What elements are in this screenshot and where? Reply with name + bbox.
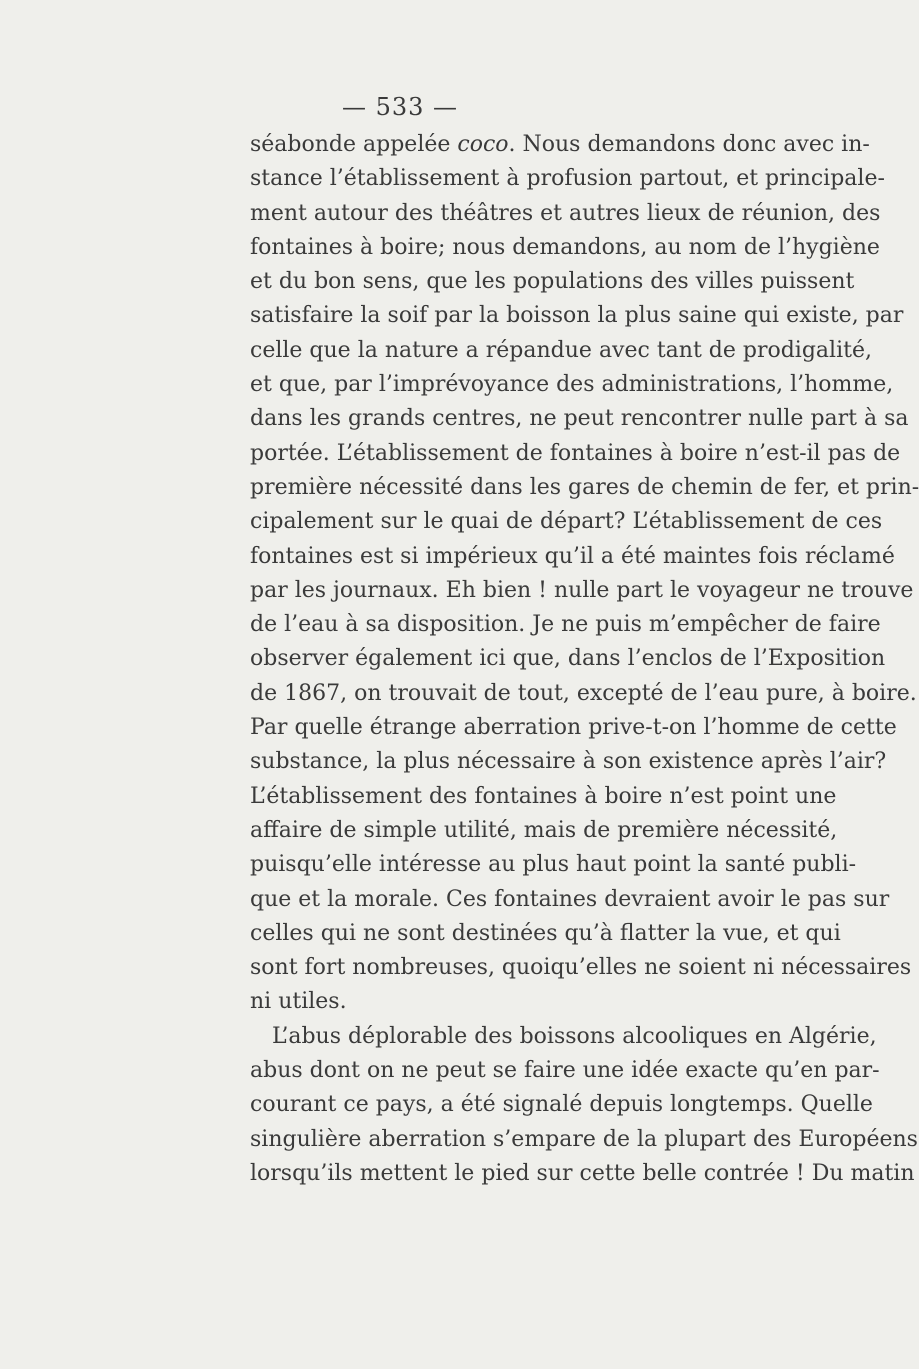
text-line — [250, 883, 890, 917]
text-line — [250, 951, 912, 985]
text-line — [250, 299, 904, 333]
text-line-content: dans les grands centres, ne peut rencontrer nulle part à sa — [250, 406, 909, 432]
text-line — [250, 231, 880, 265]
text-line — [250, 574, 914, 608]
text-line-content: portée. L’établissement de fontaines à boire n’est-il pas de — [250, 440, 901, 466]
text-line-content: par les journaux. Eh bien ! nulle part le voyageur ne trouve — [250, 577, 914, 603]
text-line — [250, 745, 887, 779]
italic-word: coco — [457, 132, 509, 157]
text-line — [250, 540, 895, 574]
text-line — [250, 265, 855, 299]
text-line-content: que et la morale. Ces fontaines devraient avoir le pas sur — [250, 886, 890, 912]
text-line-content: celles qui ne sont destinées qu’à flatter la vue, et qui — [250, 920, 841, 946]
text-line-content: cipalement sur le quai de départ? L’établissement de ces — [250, 509, 883, 535]
text-line-content: stance l’établissement à profusion partout, et principale- — [250, 166, 885, 192]
text-line — [250, 197, 881, 231]
text-line-content: L’établissement des fontaines à boire n’est point une — [250, 783, 837, 809]
text-line-content: ment autour des théâtres et autres lieux de réunion, des — [250, 200, 881, 226]
text-line-content: sont fort nombreuses, quoiqu’elles ne soient ni nécessaires — [250, 955, 912, 981]
text-line — [250, 917, 841, 951]
text-line — [250, 1157, 915, 1191]
text-line — [250, 711, 897, 745]
text-line-content: observer également ici que, dans l’enclos de l’Exposition — [250, 646, 886, 672]
text-line-content: de l’eau à sa disposition. Je ne puis m’empêcher de faire — [250, 612, 881, 638]
text-line-content: de 1867, on trouvait de tout, excepté de l’eau pure, à boire. — [250, 680, 917, 706]
text-line — [250, 642, 886, 676]
text-line — [250, 334, 872, 368]
text-line-content: première nécessité dans les gares de chemin de fer, et prin- — [250, 474, 919, 500]
text-line — [250, 780, 837, 814]
text-line — [250, 608, 881, 642]
text-line — [250, 848, 857, 882]
body-text — [250, 128, 919, 1191]
text-line-content: satisfaire la soif par la boisson la plus saine qui existe, par — [250, 303, 904, 329]
text-line — [250, 814, 838, 848]
text-line-content: lorsqu’ils mettent le pied sur cette belle contrée ! Du matin — [250, 1160, 915, 1186]
text-line-content: . Nous demandons donc avec in- — [508, 132, 870, 157]
text-line — [250, 471, 919, 505]
text-line-content: et du bon sens, que les populations des villes puissent — [250, 269, 855, 295]
text-line — [250, 505, 883, 539]
text-line-content: celle que la nature a répandue avec tant de prodigalité, — [250, 337, 872, 363]
text-line-content: séabonde appelée — [250, 132, 458, 157]
text-line — [250, 677, 917, 711]
text-line-content: fontaines est si impérieux qu’il a été maintes fois réclamé — [250, 543, 895, 569]
text-line-content: courant ce pays, a été signalé depuis longtemps. Quelle — [250, 1092, 873, 1118]
text-line-content: Par quelle étrange aberration prive-t-on l’homme de cette — [250, 715, 897, 741]
text-line-content: L’abus déplorable des boissons alcooliques en Algérie, — [272, 1023, 877, 1049]
text-line-content: puisqu’elle intéresse au plus haut point la santé publi- — [250, 852, 857, 878]
text-line — [250, 1020, 877, 1054]
text-line-content: affaire de simple utilité, mais de première nécessité, — [250, 817, 838, 843]
text-line — [250, 1123, 918, 1157]
text-line — [250, 985, 795, 1019]
text-line — [250, 162, 885, 196]
text-line — [250, 1054, 880, 1088]
text-line-content: ni utiles. — [250, 989, 347, 1015]
text-line — [250, 402, 909, 436]
page-number: — 533 — — [341, 93, 459, 121]
text-line — [250, 437, 901, 471]
text-line — [250, 1088, 873, 1122]
text-line — [250, 368, 894, 402]
text-line-content: et que, par l’imprévoyance des administrations, l’homme, — [250, 372, 894, 398]
text-line-content: abus dont on ne peut se faire une idée exacte qu’en par- — [250, 1058, 880, 1084]
text-line-content: singulière aberration s’empare de la plupart des Européens — [250, 1126, 918, 1152]
text-line — [250, 128, 870, 162]
text-line-content: fontaines à boire; nous demandons, au nom de l’hygiène — [250, 234, 880, 260]
text-line-content: substance, la plus nécessaire à son existence après l’air? — [250, 749, 887, 775]
